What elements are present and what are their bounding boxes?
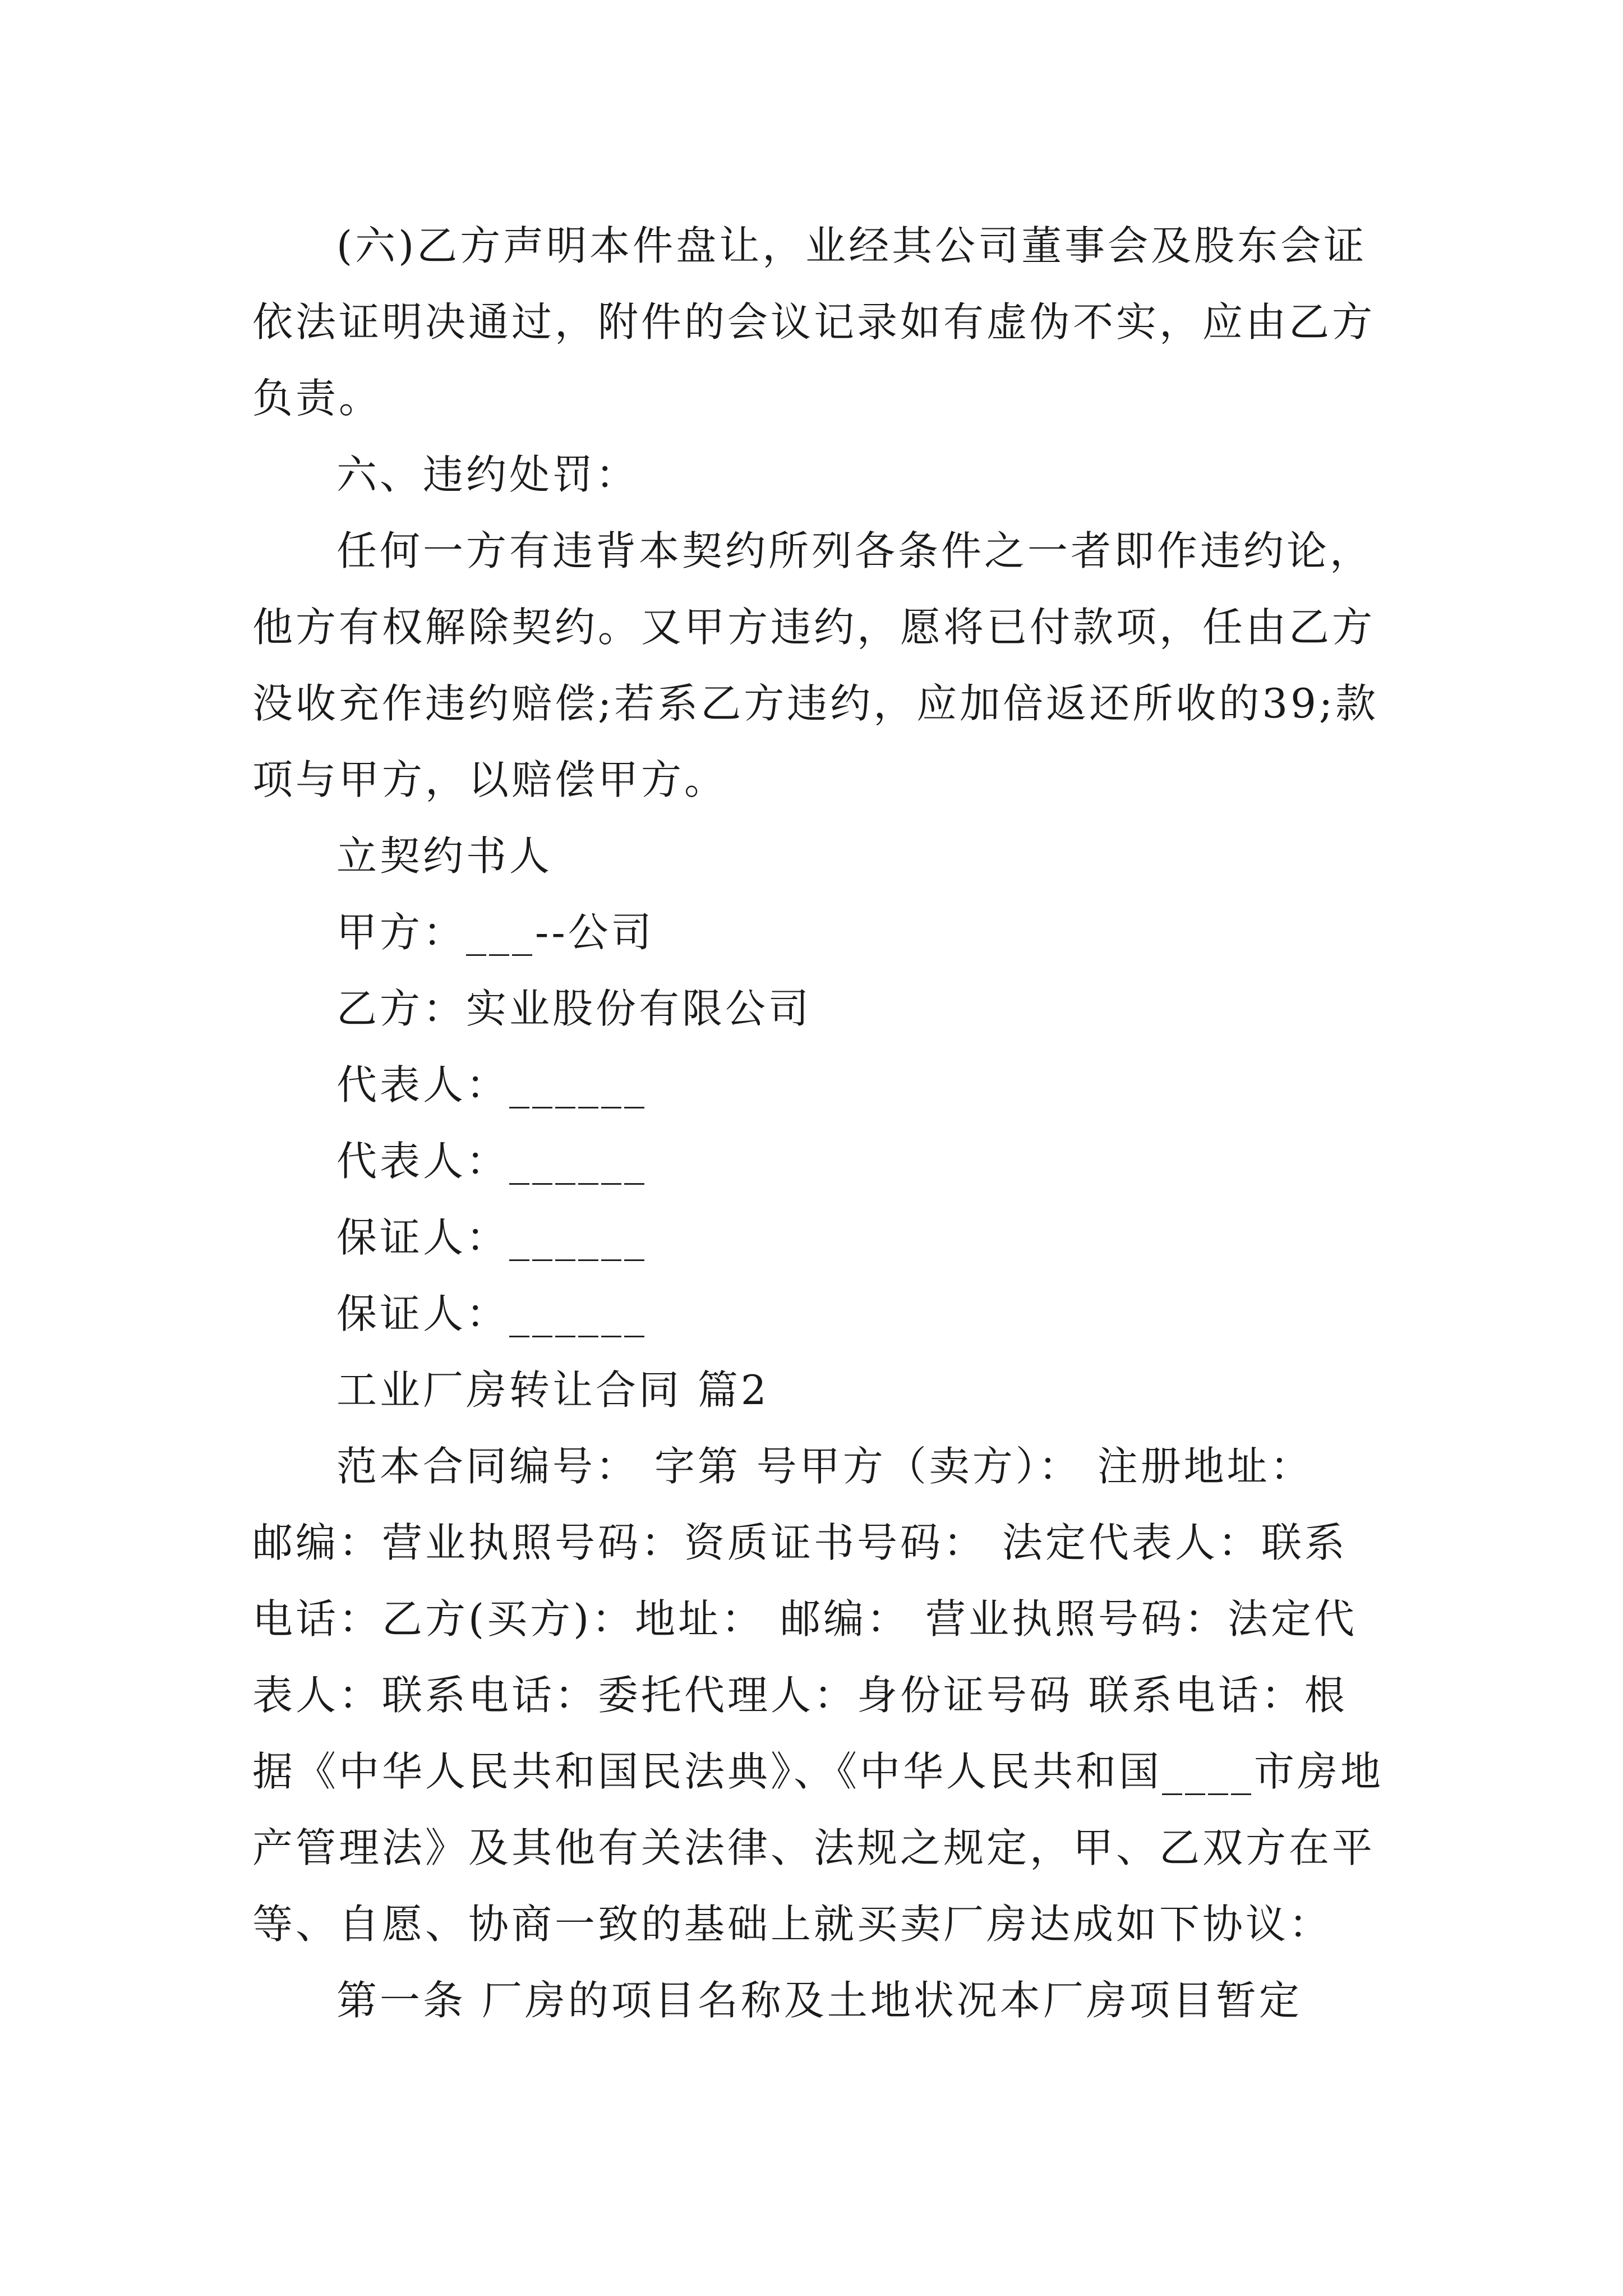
document-body (252, 208, 1391, 2039)
text-line: 范本合同编号： 字第 号甲方（卖方）： 注册地址： (336, 1443, 1313, 1490)
paragraph-part2-intro (252, 1428, 1391, 1962)
text-line: (六)乙方声明本件盘让，业经其公司董事会及股东会证 (336, 222, 1367, 269)
text-line: 电话：乙方(买方)：地址： 邮编： 营业执照号码：法定代 (252, 1595, 1357, 1642)
guarantor-line: 保证人：______ (336, 1214, 648, 1261)
article-1: 第一条 厂房的项目名称及土地状况本厂房项目暂定 (336, 1977, 1302, 2024)
signatories-heading: 立契约书人 (336, 832, 553, 880)
paragraph-penalty (252, 513, 1391, 818)
text-line: 产管理法》及其他有关法律、法规之规定，甲、乙双方在平 (252, 1824, 1376, 1871)
representative-line: 代表人：______ (336, 1138, 648, 1185)
text-line: 据《中华人民共和国民法典》、《中华人民共和国____市房地 (252, 1748, 1384, 1795)
party-a-line: 甲方：___--公司 (336, 909, 654, 956)
guarantor-line: 保证人：______ (336, 1290, 648, 1337)
text-line: 邮编：营业执照号码：资质证书号码： 法定代表人：联系 (252, 1519, 1348, 1566)
text-line: 没收充作违约赔偿;若系乙方违约，应加倍返还所收的39;款 (252, 680, 1379, 727)
text-line: 表人：联系电话：委托代理人：身份证号码 联系电话：根 (252, 1672, 1348, 1719)
text-line: 任何一方有违背本契约所列各条件之一者即作违约论， (336, 527, 1373, 574)
text-line: 等、自愿、协商一致的基础上就买卖厂房达成如下协议： (252, 1901, 1332, 1948)
party-b-line: 乙方：实业股份有限公司 (336, 985, 812, 1032)
text-line: 依法证明决通过，附件的会议记录如有虚伪不实，应由乙方 (252, 298, 1376, 346)
part2-title: 工业厂房转让合同 篇2 (336, 1366, 769, 1414)
text-line: 负责。 (252, 375, 382, 422)
representative-line: 代表人：______ (336, 1061, 648, 1108)
text-line: 他方有权解除契约。又甲方违约，愿将已付款项，任由乙方 (252, 604, 1376, 651)
text-line: 项与甲方，以赔偿甲方。 (252, 756, 728, 803)
paragraph-clause-6 (252, 208, 1391, 436)
section-heading-penalty: 六、违约处罚： (336, 451, 639, 498)
